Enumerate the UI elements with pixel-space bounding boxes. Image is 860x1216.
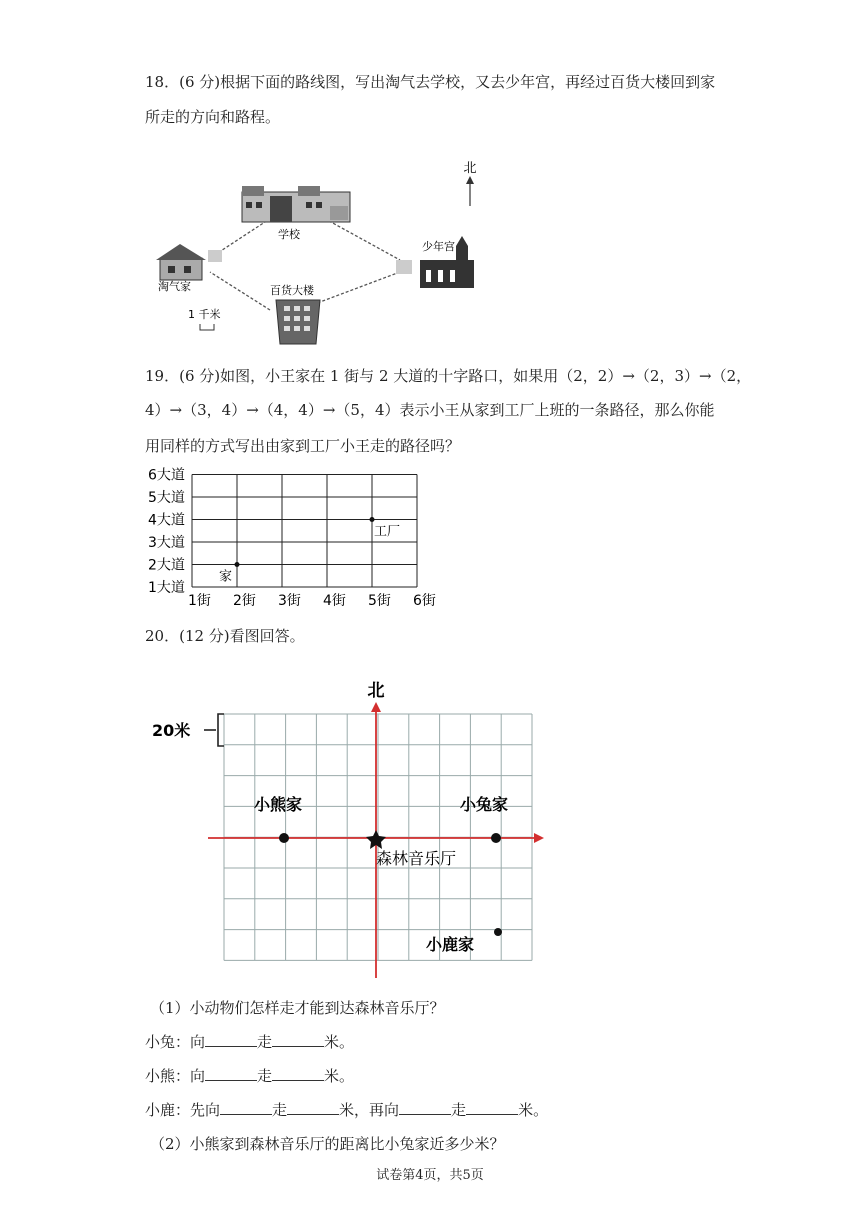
deer-mid1: 走	[272, 1101, 288, 1119]
avenue-labels	[148, 467, 185, 597]
deer-suffix: 米。	[518, 1101, 549, 1119]
deer-home-point	[494, 928, 502, 936]
taoqi-home-label: 淘气家	[158, 280, 191, 293]
avenue-label-1: 1大道	[148, 580, 185, 596]
street-label-4: 4街	[323, 593, 346, 609]
music-hall-label: 森林音乐厅	[376, 849, 457, 868]
rabbit-mid: 走	[257, 1033, 273, 1051]
street-label-2: 2街	[233, 593, 256, 609]
street-label-5: 5街	[368, 593, 391, 609]
north-label-20: 北	[367, 681, 385, 701]
school-label: 学校	[278, 228, 300, 241]
rabbit-prefix: 小兔：向	[145, 1033, 206, 1051]
scale-label: 1 千米	[188, 308, 221, 321]
street-grid-figure	[140, 462, 440, 612]
scale-bracket	[218, 714, 224, 746]
bear-mid: 走	[257, 1067, 273, 1085]
q20-sub1: （1）小动物们怎样走才能到达森林音乐厅？	[150, 999, 445, 1017]
rabbit-suffix: 米。	[324, 1033, 355, 1051]
avenue-label-6: 6大道	[148, 467, 185, 484]
bear-home-point	[279, 833, 289, 843]
east-arrow-head	[534, 833, 544, 843]
taoqi-home-building	[156, 244, 222, 280]
bear-direction-blank[interactable]	[205, 1066, 257, 1081]
q20-sub2: （2）小熊家到森林音乐厅的距离比小兔家近多少米？	[150, 1135, 505, 1153]
factory-label: 工厂	[374, 524, 401, 540]
street-label-6: 6街	[413, 593, 436, 609]
deer-mid2: 米，再向	[339, 1101, 400, 1119]
rabbit-home-label: 小兔家	[460, 795, 509, 814]
avenue-label-4: 4大道	[148, 512, 185, 529]
deer-prefix: 小鹿：先向	[145, 1101, 221, 1119]
avenue-label-2: 2大道	[148, 557, 185, 574]
youth-palace-label: 少年宫	[422, 240, 455, 253]
q19-text-line1: 19．(6 分)如图，小王家在 1 街与 2 大道的十字路口，如果用（2，2）→（2，3）→（2，	[145, 367, 752, 385]
deer-distance2-blank[interactable]	[466, 1100, 518, 1115]
avenue-label-3: 3大道	[148, 535, 185, 551]
rabbit-answer-line	[145, 1032, 354, 1052]
street-label-3: 3街	[278, 593, 301, 609]
q19-text-line2: 4）→（3，4）→（4，4）→（5，4）表示小王从家到工厂上班的一条路径，那么你能	[145, 401, 715, 419]
rabbit-distance-blank[interactable]	[272, 1032, 324, 1047]
bear-suffix: 米。	[324, 1067, 355, 1085]
route-map-figure	[150, 150, 490, 350]
north-arrow-head	[466, 176, 474, 184]
scale-label-20: 20米	[152, 721, 191, 740]
q18-text-line2: 所走的方向和路程。	[145, 108, 281, 126]
q20-title: 20．(12 分)看图回答。	[145, 627, 305, 645]
deer-direction2-blank[interactable]	[399, 1100, 451, 1115]
north-arrow-head	[371, 702, 381, 712]
school-building	[242, 186, 350, 222]
page-footer: 试卷第4页，共5页	[376, 1168, 484, 1183]
q19-text-line3: 用同样的方式写出由家到工厂小王走的路径吗？	[145, 437, 461, 455]
q18-text-line1: 18．(6 分)根据下面的路线图，写出淘气去学校，又去少年宫，再经过百货大楼回到家	[145, 73, 716, 91]
north-label: 北	[463, 161, 477, 176]
avenue-label-5: 5大道	[148, 490, 185, 506]
rabbit-home-point	[491, 833, 501, 843]
factory-point	[370, 517, 375, 522]
home-label: 家	[219, 569, 233, 585]
deer-direction1-blank[interactable]	[220, 1100, 272, 1115]
deer-home-label: 小鹿家	[426, 935, 475, 954]
deer-distance1-blank[interactable]	[287, 1100, 339, 1115]
deer-mid3: 走	[451, 1101, 467, 1119]
home-point	[235, 562, 240, 567]
forest-map-figure	[150, 672, 550, 982]
bear-home-label: 小熊家	[254, 795, 303, 814]
bear-answer-line	[145, 1066, 354, 1086]
bear-distance-blank[interactable]	[272, 1066, 324, 1081]
rabbit-direction-blank[interactable]	[205, 1032, 257, 1047]
street-label-1: 1街	[188, 593, 211, 609]
deer-answer-line	[145, 1100, 548, 1120]
bear-prefix: 小熊：向	[145, 1067, 206, 1085]
dept-store-label: 百货大楼	[270, 284, 314, 297]
dept-store-building	[276, 300, 320, 344]
street-labels	[188, 593, 436, 609]
scale-bar	[200, 324, 214, 330]
